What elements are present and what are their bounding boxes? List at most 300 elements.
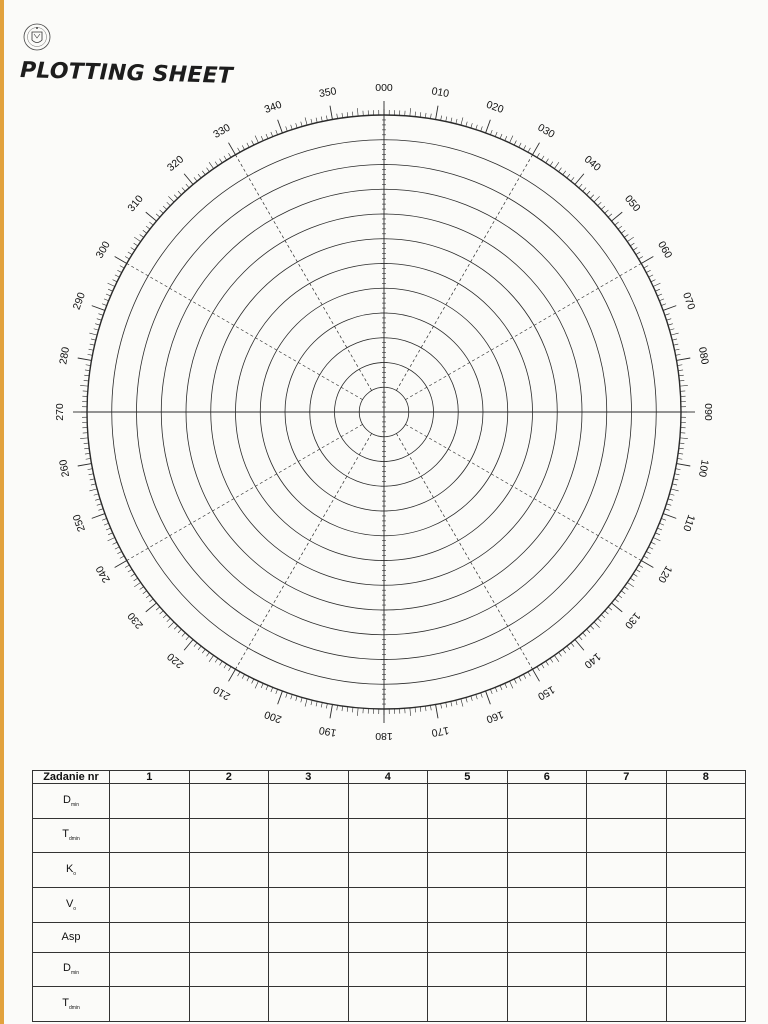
degree-tick	[291, 694, 293, 699]
degree-tick	[675, 349, 680, 350]
degree-tick	[590, 195, 593, 199]
degree-tick	[559, 168, 562, 172]
degree-tick	[108, 538, 115, 541]
degree-tick	[514, 141, 516, 145]
bearing-label: 090	[702, 403, 715, 421]
degree-tick	[679, 448, 684, 449]
degree-tick	[630, 578, 634, 581]
degree-tick	[621, 591, 625, 594]
degree-tick	[461, 117, 463, 125]
table-cell[interactable]	[110, 818, 190, 853]
degree-tick	[671, 333, 679, 335]
degree-tick	[563, 171, 566, 175]
column-header-4: 4	[348, 771, 428, 784]
degree-tick	[649, 275, 653, 277]
degree-tick	[639, 565, 643, 568]
degree-tick	[89, 333, 97, 335]
row-label	[33, 853, 110, 888]
degree-tick	[255, 136, 258, 143]
table-cell[interactable]	[269, 853, 349, 888]
table-cell[interactable]	[587, 987, 667, 1022]
degree-tick	[228, 153, 231, 157]
degree-tick	[357, 708, 358, 716]
bearing-label: 010	[430, 85, 450, 101]
degree-tick	[537, 667, 540, 671]
degree-tick	[143, 591, 147, 594]
degree-tick	[247, 677, 249, 681]
bearing-label: 280	[57, 346, 73, 366]
table-cell[interactable]	[269, 922, 349, 952]
degree-tick	[106, 528, 111, 530]
degree-tick	[86, 365, 91, 366]
degree-tick	[202, 171, 205, 175]
degree-tick	[168, 622, 174, 628]
dashed-radial	[236, 155, 372, 391]
degree-tick	[641, 561, 653, 568]
dashed-radial	[396, 433, 532, 669]
dashed-radial	[236, 433, 372, 669]
table-cell[interactable]	[189, 922, 269, 952]
degree-tick	[89, 349, 94, 350]
degree-tick	[337, 705, 338, 710]
table-cell[interactable]	[428, 853, 508, 888]
degree-tick	[676, 464, 690, 466]
degree-tick	[276, 130, 278, 135]
page-title: PLOTTING SHEET	[19, 58, 234, 89]
degree-tick	[651, 542, 655, 544]
degree-tick	[680, 385, 688, 386]
degree-tick	[590, 626, 593, 630]
degree-tick	[519, 143, 521, 147]
row-symbol: T	[62, 828, 69, 841]
degree-tick	[184, 640, 193, 651]
degree-tick	[84, 375, 89, 376]
table-cell[interactable]	[110, 952, 190, 987]
degree-tick	[673, 479, 678, 480]
degree-tick	[668, 499, 673, 500]
table-cell[interactable]	[666, 818, 746, 853]
degree-tick	[247, 143, 249, 147]
table-cell[interactable]	[666, 888, 746, 923]
degree-tick	[601, 206, 605, 209]
degree-tick	[206, 652, 209, 656]
degree-tick	[146, 595, 150, 598]
table-cell[interactable]	[666, 987, 746, 1022]
table-cell[interactable]	[110, 987, 190, 1022]
row-symbol: T	[62, 997, 69, 1010]
table-row	[33, 952, 746, 987]
degree-tick	[528, 148, 530, 152]
degree-tick	[533, 669, 540, 681]
degree-tick	[311, 119, 312, 124]
degree-tick	[523, 674, 525, 678]
degree-tick	[678, 453, 683, 454]
degree-tick	[78, 358, 92, 360]
degree-tick	[571, 177, 574, 181]
degree-tick	[612, 603, 623, 612]
degree-tick	[436, 106, 438, 120]
bearing-label: 050	[622, 193, 643, 215]
degree-tick	[528, 672, 530, 676]
bearing-label: 210	[211, 683, 233, 703]
degree-tick	[242, 145, 244, 149]
degree-tick	[178, 191, 181, 195]
degree-tick	[519, 677, 521, 681]
table-cell[interactable]	[189, 818, 269, 853]
degree-tick	[224, 156, 227, 160]
table-cell[interactable]	[189, 987, 269, 1022]
degree-tick	[546, 661, 549, 665]
degree-tick	[128, 252, 132, 255]
table-cell[interactable]	[110, 853, 190, 888]
degree-tick	[261, 136, 263, 141]
degree-tick	[194, 643, 197, 647]
degree-tick	[659, 299, 664, 301]
table-row	[33, 987, 746, 1022]
degree-tick	[563, 649, 566, 653]
degree-tick	[410, 708, 411, 716]
degree-tick	[84, 448, 89, 449]
degree-tick	[97, 504, 102, 506]
degree-tick	[301, 697, 302, 702]
bearing-label: 110	[680, 512, 698, 533]
table-cell[interactable]	[110, 922, 190, 952]
table-cell[interactable]	[666, 784, 746, 819]
degree-tick	[415, 707, 416, 712]
degree-tick	[98, 314, 103, 316]
degree-tick	[102, 518, 107, 520]
degree-tick	[677, 365, 682, 366]
degree-tick	[78, 464, 92, 466]
bearing-label: 030	[535, 121, 557, 141]
degree-tick	[347, 707, 348, 712]
table-cell[interactable]	[587, 952, 667, 987]
corner-header: Zadanie nr	[33, 771, 110, 784]
table-cell[interactable]	[189, 888, 269, 923]
degree-tick	[184, 174, 193, 185]
degree-tick	[186, 184, 189, 188]
bearing-label: 340	[262, 98, 284, 116]
degree-tick	[120, 556, 124, 558]
dashed-radial	[127, 424, 363, 560]
column-header-7: 7	[587, 771, 667, 784]
degree-tick	[311, 700, 312, 705]
degree-tick	[146, 226, 150, 229]
degree-tick	[80, 385, 88, 386]
table-cell[interactable]	[507, 853, 587, 888]
table-header-row	[33, 771, 746, 784]
degree-tick	[649, 547, 653, 549]
degree-tick	[675, 474, 680, 475]
degree-tick	[337, 114, 338, 119]
degree-tick	[108, 283, 115, 286]
degree-tick	[182, 188, 185, 192]
degree-tick	[627, 582, 634, 587]
table-cell[interactable]	[189, 853, 269, 888]
table-cell[interactable]	[587, 853, 667, 888]
degree-tick	[481, 693, 483, 698]
dashed-radial	[127, 264, 363, 400]
degree-tick	[296, 123, 297, 128]
degree-tick	[252, 141, 254, 145]
table-cell[interactable]	[428, 952, 508, 987]
degree-tick	[618, 595, 622, 598]
row-label	[33, 784, 110, 819]
degree-tick	[486, 691, 491, 704]
degree-tick	[98, 509, 103, 511]
degree-tick	[646, 551, 650, 553]
degree-tick	[90, 344, 95, 345]
degree-tick	[415, 112, 416, 117]
table-cell[interactable]	[428, 888, 508, 923]
degree-tick	[679, 375, 684, 376]
bearing-label: 320	[165, 153, 187, 174]
degree-tick	[510, 681, 513, 688]
table-cell[interactable]	[269, 888, 349, 923]
degree-tick	[286, 126, 288, 131]
degree-tick	[86, 458, 91, 459]
degree-tick	[95, 499, 100, 500]
degree-tick	[106, 294, 111, 296]
degree-tick	[676, 358, 690, 360]
degree-tick	[430, 705, 431, 710]
bearing-label: 310	[125, 193, 146, 215]
degree-tick	[278, 691, 283, 704]
degree-tick	[567, 646, 570, 650]
degree-tick	[657, 294, 662, 296]
bearing-label: 060	[655, 239, 675, 261]
degree-tick	[131, 574, 135, 577]
table-cell[interactable]	[587, 888, 667, 923]
task-table	[32, 770, 746, 1022]
degree-tick	[104, 523, 109, 525]
table-cell[interactable]	[587, 922, 667, 952]
degree-tick	[587, 191, 590, 195]
degree-tick	[644, 266, 648, 268]
table-cell[interactable]	[269, 952, 349, 987]
degree-tick	[461, 699, 463, 707]
bearing-label: 190	[318, 723, 338, 739]
degree-tick	[627, 237, 634, 242]
bearing-label: 160	[484, 708, 506, 726]
degree-tick	[633, 574, 637, 577]
degree-tick	[451, 701, 452, 706]
bearing-label: 070	[680, 290, 698, 312]
degree-tick	[88, 469, 93, 470]
table-cell[interactable]	[348, 784, 428, 819]
table-cell[interactable]	[269, 818, 349, 853]
table-cell[interactable]	[428, 922, 508, 952]
table-cell[interactable]	[666, 853, 746, 888]
dashed-radial	[405, 264, 641, 400]
degree-tick	[425, 706, 426, 711]
bearing-label: 230	[125, 609, 146, 631]
table-cell[interactable]	[348, 952, 428, 987]
degree-tick	[446, 703, 447, 708]
table-cell[interactable]	[587, 818, 667, 853]
table-cell[interactable]	[348, 888, 428, 923]
degree-tick	[436, 704, 438, 718]
bearing-label: 000	[375, 81, 393, 94]
table-cell[interactable]	[507, 952, 587, 987]
degree-tick	[559, 652, 562, 656]
table-cell[interactable]	[507, 888, 587, 923]
degree-tick	[220, 159, 223, 163]
degree-tick	[495, 132, 497, 137]
degree-tick	[624, 234, 628, 237]
table-cell[interactable]	[428, 784, 508, 819]
degree-tick	[598, 618, 602, 621]
degree-tick	[533, 143, 540, 155]
bearing-label: 020	[484, 98, 506, 116]
degree-tick	[92, 514, 105, 519]
degree-tick	[146, 212, 157, 221]
degree-tick	[476, 125, 478, 130]
table-cell[interactable]	[110, 784, 190, 819]
degree-tick	[168, 196, 174, 202]
degree-tick	[575, 174, 584, 185]
table-cell[interactable]	[348, 987, 428, 1022]
row-symbol: Asp	[61, 931, 81, 944]
bearing-label: 350	[318, 85, 338, 101]
table-cell[interactable]	[507, 987, 587, 1022]
bearing-label: 140	[581, 650, 603, 671]
bearing-label: 040	[581, 153, 603, 174]
degree-tick	[653, 283, 660, 286]
degree-tick	[85, 453, 90, 454]
degree-tick	[330, 704, 332, 718]
degree-tick	[680, 438, 688, 439]
degree-tick	[575, 640, 584, 651]
column-header-3: 3	[269, 771, 349, 784]
degree-tick	[554, 162, 559, 169]
degree-tick	[571, 643, 574, 647]
degree-tick	[182, 633, 185, 637]
degree-tick	[321, 117, 322, 122]
row-label	[33, 952, 110, 987]
degree-tick	[666, 504, 671, 506]
degree-tick	[500, 685, 502, 690]
degree-tick	[446, 117, 447, 122]
degree-tick	[160, 611, 164, 614]
table-cell[interactable]	[507, 818, 587, 853]
degree-tick	[301, 122, 302, 127]
row-subscript: dmin	[68, 1005, 80, 1012]
degree-tick	[143, 230, 147, 233]
degree-tick	[605, 611, 609, 614]
degree-tick	[89, 474, 94, 475]
bearing-label: 170	[430, 723, 450, 739]
table-cell[interactable]	[507, 922, 587, 952]
table-cell[interactable]	[269, 784, 349, 819]
degree-tick	[117, 551, 121, 553]
degree-tick	[326, 116, 327, 121]
table-cell[interactable]	[666, 922, 746, 952]
degree-tick	[115, 257, 127, 264]
degree-tick	[641, 257, 653, 264]
table-cell[interactable]	[587, 784, 667, 819]
table-cell[interactable]	[348, 922, 428, 952]
degree-tick	[202, 649, 205, 653]
degree-tick	[271, 132, 273, 137]
degree-tick	[108, 289, 113, 291]
degree-tick	[134, 582, 141, 587]
degree-tick	[261, 683, 263, 688]
degree-tick	[342, 706, 343, 711]
degree-tick	[601, 615, 605, 618]
bearing-label: 100	[695, 458, 711, 478]
degree-tick	[665, 509, 670, 511]
degree-tick	[117, 270, 121, 272]
bearing-label: 300	[93, 239, 113, 261]
degree-tick	[657, 528, 662, 530]
row-subscript: min	[70, 801, 79, 808]
degree-tick	[296, 696, 297, 701]
degree-tick	[644, 556, 648, 558]
table-cell[interactable]	[507, 784, 587, 819]
dashed-radial	[405, 424, 641, 560]
degree-tick	[490, 130, 492, 135]
bearing-label: 130	[622, 609, 643, 631]
table-cell[interactable]	[348, 853, 428, 888]
degree-tick	[113, 280, 117, 282]
degree-tick	[594, 622, 600, 628]
degree-tick	[95, 324, 100, 325]
degree-tick	[90, 479, 95, 480]
degree-tick	[84, 443, 89, 444]
degree-tick	[633, 248, 637, 251]
degree-tick	[672, 484, 677, 485]
table-cell[interactable]	[189, 784, 269, 819]
dashed-radial	[396, 155, 532, 391]
degree-tick	[523, 145, 525, 149]
table-cell[interactable]	[189, 952, 269, 987]
degree-tick	[276, 689, 278, 694]
table-row	[33, 784, 746, 819]
degree-tick	[305, 699, 307, 707]
table-cell[interactable]	[428, 818, 508, 853]
degree-tick	[134, 237, 141, 242]
table-cell[interactable]	[666, 952, 746, 987]
table-cell[interactable]	[269, 987, 349, 1022]
degree-tick	[149, 222, 153, 225]
degree-tick	[160, 210, 164, 213]
degree-tick	[316, 701, 317, 706]
degree-tick	[579, 184, 582, 188]
table-cell[interactable]	[348, 818, 428, 853]
degree-tick	[291, 125, 293, 130]
degree-tick	[678, 370, 683, 371]
degree-tick	[316, 118, 317, 123]
degree-tick	[330, 106, 332, 120]
bearing-label: 260	[57, 458, 73, 478]
degree-tick	[242, 674, 244, 678]
degree-tick	[97, 319, 102, 321]
degree-tick	[612, 212, 623, 221]
degree-tick	[120, 266, 124, 268]
bearing-label: 120	[655, 563, 675, 585]
degree-tick	[156, 214, 160, 217]
degree-tick	[668, 324, 673, 325]
table-cell[interactable]	[428, 987, 508, 1022]
degree-tick	[178, 629, 181, 633]
table-row	[33, 853, 746, 888]
degree-tick	[80, 438, 88, 439]
degree-tick	[605, 210, 609, 213]
table-cell[interactable]	[110, 888, 190, 923]
degree-tick	[163, 615, 167, 618]
degree-tick	[352, 112, 353, 117]
